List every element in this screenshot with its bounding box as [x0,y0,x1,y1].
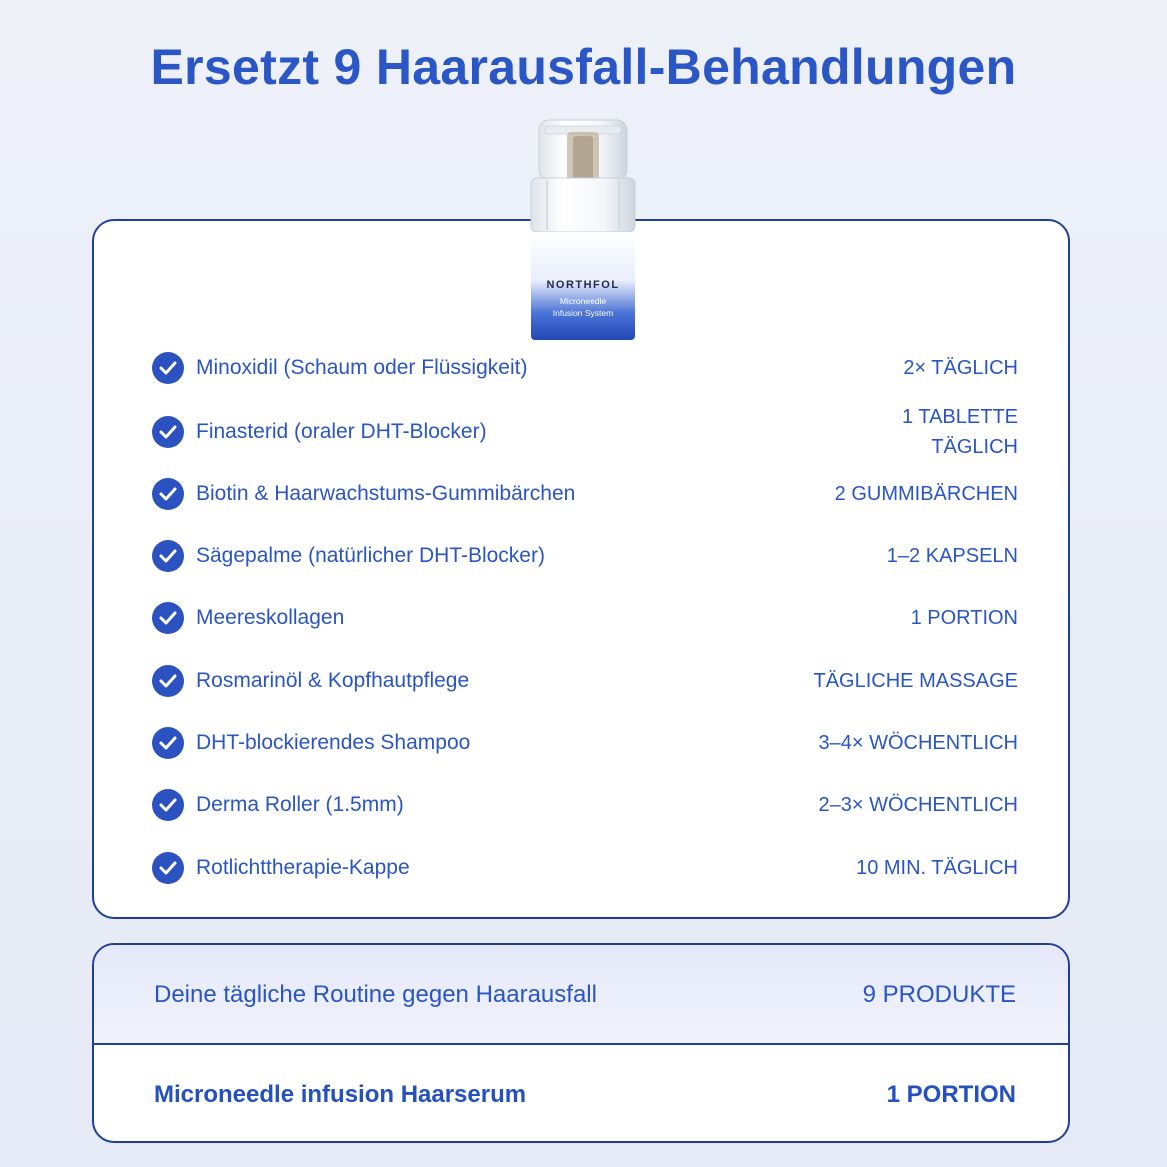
treatment-label: Derma Roller (1.5mm) [196,793,404,816]
treatment-label: Rosmarinöl & Kopfhautpflege [196,669,470,692]
list-item [152,718,1018,768]
treatment-label: Biotin & Haarwachstums-Gummibärchen [196,482,576,505]
serum-label: Microneedle infusion Haarserum [154,1081,527,1108]
treatment-dosage: 2–3× WÖCHENTLICH [818,794,1018,816]
checkmark-icon [152,727,184,759]
treatment-dosage: 10 MIN. TÄGLICH [856,857,1018,879]
checkmark-icon [152,352,184,384]
routine-count: 9 PRODUKTE [862,981,1016,1008]
list-item [152,843,1018,893]
routine-summary [94,945,1068,1045]
svg-text:Infusion System: Infusion System [552,308,614,318]
checkmark-icon [152,478,184,510]
treatment-label: Meereskollagen [196,606,345,629]
treatment-dosage: TÄGLICHE MASSAGE [813,670,1018,692]
checkmark-icon [152,789,184,821]
list-item [152,531,1018,581]
treatment-label: Rotlichttherapie-Kappe [196,856,410,879]
checkmark-icon [152,540,184,572]
checkmark-icon [152,416,184,448]
list-item [152,401,1018,463]
list-item [152,469,1018,519]
treatment-label: Finasterid (oraler DHT-Blocker) [196,420,487,443]
list-item [152,780,1018,830]
checkmark-icon [152,852,184,884]
serum-dosage: 1 PORTION [886,1081,1016,1108]
treatment-label: Minoxidil (Schaum oder Flüssigkeit) [196,356,528,379]
treatment-dosage: 1 PORTION [910,607,1018,629]
list-item [152,343,1018,393]
summary-card [92,943,1070,1143]
checkmark-icon [152,665,184,697]
treatment-label: DHT-blockierendes Shampoo [196,731,471,754]
treatment-label: Sägepalme (natürlicher DHT-Blocker) [196,544,545,567]
page-title: Ersetzt 9 Haarausfall-Behandlungen [150,39,1017,95]
treatment-dosage: 2 GUMMIBÄRCHEN [834,483,1018,505]
treatment-dosage: 1–2 KAPSELN [886,545,1018,567]
list-item [152,593,1018,643]
treatment-dosage: 2× TÄGLICH [903,357,1018,379]
list-item [152,656,1018,706]
treatment-dosage: 3–4× WÖCHENTLICH [818,732,1018,754]
checkmark-icon [152,602,184,634]
treatment-dosage: 1 TABLETTE TÄGLICH [902,406,1018,458]
svg-text:Microneedle: Microneedle [559,296,607,306]
routine-label: Deine tägliche Routine gegen Haarausfall [154,981,597,1008]
product-bottle-image [529,118,637,340]
svg-text:NORTHFOL: NORTHFOL [546,279,620,291]
